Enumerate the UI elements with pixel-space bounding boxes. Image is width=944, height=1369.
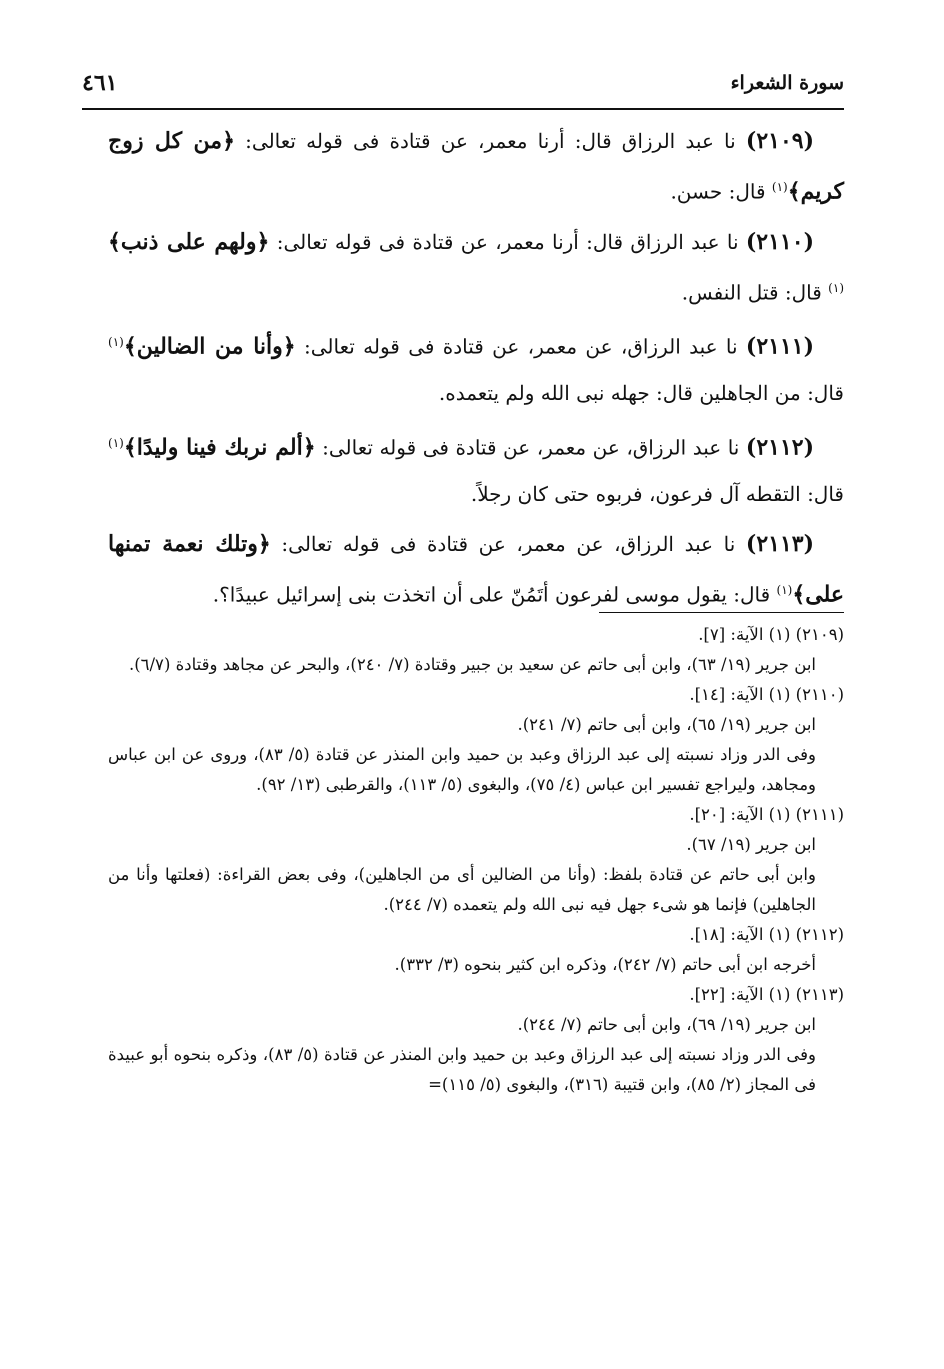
footnote-heading: (٢١١١) (١) الآية: [٢٠]. — [689, 805, 844, 824]
entry-2109 — [108, 118, 844, 215]
entry-number: (٢١١٣) — [745, 530, 814, 557]
entry-2113 — [108, 521, 844, 618]
entry-2112 — [108, 420, 844, 517]
footnote-ref: (١) — [108, 335, 124, 350]
footnote-heading: (٢١١٠) (١) الآية: [١٤]. — [689, 685, 844, 704]
entry-rest: قال: قتل النفس. — [681, 280, 822, 305]
entry-rest: قال: حسن. — [670, 179, 766, 204]
entry-text: نا عبد الرزاق، عن معمر، عن قتادة فى قوله تعالى: — [322, 435, 740, 460]
surah-title: سورة الشعراء — [730, 72, 844, 94]
footnote-line: ابن جرير (١٩/ ٦٥)، وابن أبى حاتم (٧/ ٢٤١). — [517, 715, 816, 734]
entry-text: نا عبد الرزاق قال: أرنا معمر، عن قتادة فى قوله تعالى: — [245, 129, 736, 153]
footnote-separator — [599, 612, 844, 613]
footnote-heading: (٢١٠٩) (١) الآية: [٧]. — [698, 625, 844, 644]
entry-number: (٢١٠٩) — [745, 128, 815, 154]
footnote-heading: (٢١١٢) (١) الآية: [١٨]. — [689, 925, 844, 944]
footnote-line: ابن جرير (١٩/ ٦٧). — [686, 835, 816, 854]
footnote-line: ابن جرير (١٩/ ٦٣)، وابن أبى حاتم عن سعيد بن جبير وقتادة (٧/ ٢٤٠)، والبحر عن مجاهد وقتادة (٦/٧). — [128, 655, 816, 674]
quran-verse: ﴿ولهم على ذنب﴾ — [108, 228, 270, 255]
footnote-ref: (١) — [771, 180, 788, 194]
entry-text: نا عبد الرزاق قال: أرنا معمر، عن قتادة فى قوله تعالى: — [276, 229, 739, 254]
footnote-heading: (٢١١٣) (١) الآية: [٢٢]. — [689, 985, 844, 1004]
entry-text: نا عبد الرزاق، عن معمر، عن قتادة فى قوله تعالى: — [304, 334, 738, 359]
footnotes — [108, 620, 844, 1100]
quran-verse: ﴿وتلك نعمة تمنها على﴾ — [108, 530, 844, 608]
quran-verse: ﴿من كل زوج كريم﴾ — [108, 128, 844, 205]
entry-number: (٢١١٢) — [745, 434, 815, 461]
footnote-line: وفى الدر وزاد نسبته إلى عبد الرزاق وعبد بن حميد وابن المنذر عن قتادة (٥/ ٨٣)، وذكره بنحوه أبو عبيدة فى المجاز (٢/ ٨٥)، وابن قتيبة (٣١٦)، والبغوى (٥/ ١١٥)= — [108, 1045, 816, 1094]
page-number: ٤٦١ — [82, 70, 118, 96]
footnote-line: وابن أبى حاتم عن قتادة بلفظ: (وأنا من الضالين أى من الجاهلين)، وفى بعض القراءة: (فعلتها وأنا من الجاهلين) فإنما هو شىء جهل فيه نبى الله ولم يتعمده (٧/ ٢٤٤). — [108, 865, 816, 914]
entry-text: نا عبد الرزاق، عن معمر، عن قتادة فى قوله تعالى: — [281, 531, 736, 556]
main-text — [108, 118, 844, 621]
entry-number: (٢١١٠) — [745, 228, 814, 255]
entry-2110 — [108, 219, 844, 316]
footnote-ref: (١) — [828, 280, 844, 295]
footnote-ref: (١) — [776, 582, 793, 597]
footnote-line: ابن جرير (١٩/ ٦٩)، وابن أبى حاتم (٧/ ٢٤٤). — [517, 1015, 816, 1034]
entry-rest: قال: يقول موسى لفرعون أتَمُنّ على أن اتخذت بنى إسرائيل عبيدًا؟. — [212, 582, 771, 607]
footnote-line: وفى الدر وزاد نسبته إلى عبد الرزاق وعبد بن حميد وابن المنذر عن قتادة (٥/ ٨٣)، وروى عن ابن عباس ومجاهد، وليراجع تفسير ابن عباس (٤/ ٧٥)، والبغوى (٥/ ١١٣)، والقرطبى (١٣/ ٩٢). — [108, 745, 816, 794]
page-header — [82, 68, 844, 110]
entry-rest: قال: التقطه آل فرعون، فربوه حتى كان رجلاً. — [470, 481, 844, 506]
footnote-ref: (١) — [108, 435, 124, 450]
quran-verse: ﴿وأنا من الضالين﴾ — [123, 333, 296, 360]
quran-verse: ﴿ألم نربك فينا وليدًا﴾ — [123, 434, 316, 461]
entry-number: (٢١١١) — [745, 333, 815, 360]
entry-2111 — [108, 319, 844, 416]
footnote-line: أخرجه ابن أبى حاتم (٧/ ٢٤٢)، وذكره ابن كثير بنحوه (٣/ ٣٣٢). — [394, 955, 816, 974]
entry-rest: قال: من الجاهلين قال: جهله نبى الله ولم يتعمده. — [438, 380, 844, 405]
